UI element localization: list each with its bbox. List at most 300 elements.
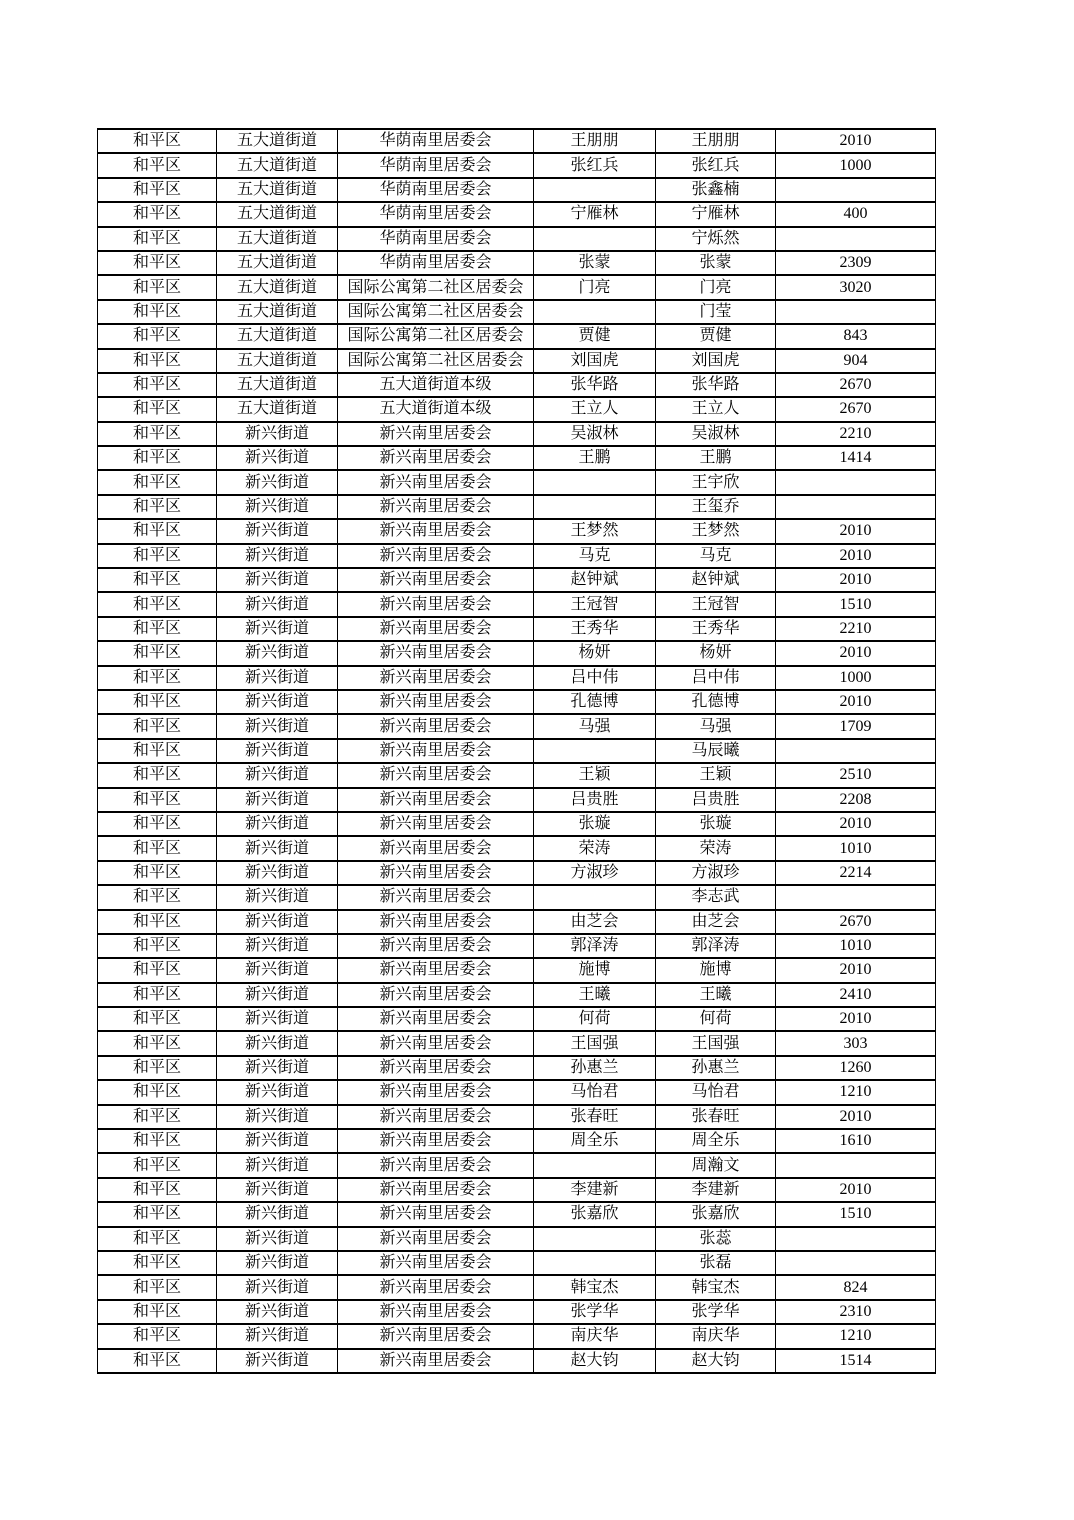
table-row	[98, 1031, 936, 1055]
table-cell: 五大道街道	[217, 153, 338, 177]
table-cell	[776, 178, 936, 202]
table-cell: 王曦	[656, 983, 776, 1007]
table-cell	[776, 739, 936, 763]
table-body	[98, 129, 936, 1373]
table-cell: 新兴街道	[217, 861, 338, 885]
table-cell: 2010	[776, 958, 936, 982]
table-cell: 张学华	[656, 1300, 776, 1324]
table-cell: 和平区	[98, 446, 217, 470]
table-cell	[534, 178, 656, 202]
table-cell: 2208	[776, 788, 936, 812]
table-row	[98, 910, 936, 934]
table-cell: 和平区	[98, 349, 217, 373]
table-cell: 贾健	[534, 324, 656, 348]
table-cell: 郭泽涛	[534, 934, 656, 958]
table-cell: 由芝会	[534, 910, 656, 934]
table-cell: 2010	[776, 129, 936, 153]
table-cell: 新兴街道	[217, 788, 338, 812]
table-cell: 五大道街道	[217, 178, 338, 202]
table-cell: 张鑫楠	[656, 178, 776, 202]
table-cell: 和平区	[98, 178, 217, 202]
table-cell: 门亮	[656, 275, 776, 299]
table-cell: 1210	[776, 1080, 936, 1104]
table-cell: 新兴南里居委会	[338, 422, 534, 446]
table-cell: 2010	[776, 544, 936, 568]
table-cell: 吕贵胜	[534, 788, 656, 812]
table-cell: 何荷	[656, 1007, 776, 1031]
table-cell: 和平区	[98, 1129, 217, 1153]
table-cell: 和平区	[98, 983, 217, 1007]
table-cell: 和平区	[98, 714, 217, 738]
table-cell: 824	[776, 1275, 936, 1299]
table-cell: 和平区	[98, 1251, 217, 1275]
table-cell: 韩宝杰	[656, 1275, 776, 1299]
table-cell: 和平区	[98, 544, 217, 568]
table-cell	[534, 1153, 656, 1177]
table-cell: 新兴街道	[217, 1153, 338, 1177]
table-cell: 五大道街道	[217, 251, 338, 275]
table-cell: 五大道街道	[217, 202, 338, 226]
table-row	[98, 129, 936, 153]
table-cell: 新兴南里居委会	[338, 470, 534, 494]
table-cell: 和平区	[98, 1275, 217, 1299]
table-cell: 吴淑林	[656, 422, 776, 446]
table-row	[98, 1202, 936, 1226]
table-cell: 新兴街道	[217, 544, 338, 568]
table-cell: 1510	[776, 1202, 936, 1226]
table-cell: 施博	[534, 958, 656, 982]
table-cell: 和平区	[98, 1031, 217, 1055]
table-row	[98, 349, 936, 373]
table-cell: 2670	[776, 373, 936, 397]
table-cell: 王玺乔	[656, 495, 776, 519]
table-cell: 新兴街道	[217, 1275, 338, 1299]
table-row	[98, 397, 936, 421]
table-row	[98, 836, 936, 860]
table-cell: 王曦	[534, 983, 656, 1007]
table-cell: 张红兵	[656, 153, 776, 177]
table-cell	[534, 1227, 656, 1251]
table-cell: 五大道街道	[217, 275, 338, 299]
table-cell: 2010	[776, 812, 936, 836]
table-cell: 3020	[776, 275, 936, 299]
table-cell: 1010	[776, 934, 936, 958]
table-row	[98, 422, 936, 446]
table-cell: 2010	[776, 641, 936, 665]
table-cell: 2410	[776, 983, 936, 1007]
table-cell: 新兴街道	[217, 1300, 338, 1324]
table-cell: 和平区	[98, 861, 217, 885]
table-row	[98, 1056, 936, 1080]
table-row	[98, 1324, 936, 1348]
table-row	[98, 1080, 936, 1104]
table-row	[98, 227, 936, 251]
table-cell: 国际公寓第二社区居委会	[338, 300, 534, 324]
table-cell: 张华路	[534, 373, 656, 397]
table-cell: 马克	[656, 544, 776, 568]
table-cell: 华荫南里居委会	[338, 129, 534, 153]
table-cell: 李建新	[656, 1178, 776, 1202]
table-cell: 和平区	[98, 592, 217, 616]
table-cell	[534, 227, 656, 251]
table-cell: 新兴街道	[217, 1080, 338, 1104]
table-cell: 新兴街道	[217, 812, 338, 836]
table-cell: 王立人	[656, 397, 776, 421]
table-row	[98, 251, 936, 275]
table-cell: 张蒙	[656, 251, 776, 275]
table-row	[98, 153, 936, 177]
table-cell: 王秀华	[656, 617, 776, 641]
table-cell: 和平区	[98, 1227, 217, 1251]
table-row	[98, 885, 936, 909]
table-cell: 何荷	[534, 1007, 656, 1031]
table-row	[98, 178, 936, 202]
table-cell: 和平区	[98, 153, 217, 177]
table-cell: 和平区	[98, 641, 217, 665]
table-cell: 张华路	[656, 373, 776, 397]
table-cell: 新兴街道	[217, 1349, 338, 1373]
table-cell: 和平区	[98, 910, 217, 934]
table-cell: 马强	[656, 714, 776, 738]
table-cell: 和平区	[98, 275, 217, 299]
table-cell	[776, 300, 936, 324]
table-cell	[776, 1227, 936, 1251]
table-cell: 新兴南里居委会	[338, 1202, 534, 1226]
table-cell: 新兴南里居委会	[338, 861, 534, 885]
table-cell: 和平区	[98, 1056, 217, 1080]
table-row	[98, 714, 936, 738]
table-cell: 和平区	[98, 1202, 217, 1226]
table-cell	[534, 739, 656, 763]
table-row	[98, 690, 936, 714]
table-cell: 和平区	[98, 934, 217, 958]
table-cell: 贾健	[656, 324, 776, 348]
table-cell: 和平区	[98, 836, 217, 860]
table-cell: 和平区	[98, 1105, 217, 1129]
table-cell: 南庆华	[534, 1324, 656, 1348]
table-cell	[776, 495, 936, 519]
table-row	[98, 470, 936, 494]
table-cell	[776, 885, 936, 909]
table-cell: 张璇	[534, 812, 656, 836]
table-cell: 新兴南里居委会	[338, 544, 534, 568]
table-row	[98, 1007, 936, 1031]
table-cell: 马克	[534, 544, 656, 568]
table-cell: 新兴街道	[217, 885, 338, 909]
table-cell	[534, 470, 656, 494]
table-cell: 五大道街道	[217, 397, 338, 421]
table-cell: 和平区	[98, 227, 217, 251]
table-row	[98, 1129, 936, 1153]
table-cell: 宁雁林	[534, 202, 656, 226]
table-cell	[776, 1153, 936, 1177]
table-cell: 和平区	[98, 373, 217, 397]
table-row	[98, 617, 936, 641]
table-row	[98, 324, 936, 348]
table-cell: 和平区	[98, 739, 217, 763]
table-cell: 华荫南里居委会	[338, 153, 534, 177]
table-cell: 和平区	[98, 763, 217, 787]
table-cell: 王梦然	[656, 519, 776, 543]
table-cell: 新兴街道	[217, 666, 338, 690]
table-row	[98, 1251, 936, 1275]
table-cell: 荣涛	[534, 836, 656, 860]
table-cell: 赵钟斌	[656, 568, 776, 592]
table-cell: 新兴南里居委会	[338, 1349, 534, 1373]
table-cell: 2210	[776, 617, 936, 641]
table-cell: 新兴街道	[217, 1007, 338, 1031]
table-cell: 2310	[776, 1300, 936, 1324]
table-cell: 2010	[776, 1007, 936, 1031]
table-cell: 刘国虎	[534, 349, 656, 373]
table-cell: 843	[776, 324, 936, 348]
table-row	[98, 739, 936, 763]
table-row	[98, 812, 936, 836]
table-cell: 华荫南里居委会	[338, 227, 534, 251]
table-cell: 2010	[776, 1105, 936, 1129]
table-cell: 和平区	[98, 470, 217, 494]
table-cell: 南庆华	[656, 1324, 776, 1348]
table-cell: 施博	[656, 958, 776, 982]
table-cell: 和平区	[98, 958, 217, 982]
table-cell: 新兴南里居委会	[338, 1324, 534, 1348]
table-cell: 2309	[776, 251, 936, 275]
table-cell: 华荫南里居委会	[338, 178, 534, 202]
table-row	[98, 300, 936, 324]
table-cell: 吕贵胜	[656, 788, 776, 812]
table-cell: 2010	[776, 519, 936, 543]
table-cell: 1000	[776, 666, 936, 690]
table-cell: 2010	[776, 568, 936, 592]
table-cell: 2010	[776, 1178, 936, 1202]
table-cell: 新兴街道	[217, 495, 338, 519]
table-cell	[534, 1251, 656, 1275]
table-cell: 华荫南里居委会	[338, 251, 534, 275]
table-row	[98, 763, 936, 787]
table-cell: 和平区	[98, 251, 217, 275]
table-cell: 新兴街道	[217, 934, 338, 958]
table-cell: 王颖	[534, 763, 656, 787]
table-cell: 马怡君	[656, 1080, 776, 1104]
table-cell: 和平区	[98, 1007, 217, 1031]
table-cell: 赵大钧	[534, 1349, 656, 1373]
table-cell: 王秀华	[534, 617, 656, 641]
table-cell: 郭泽涛	[656, 934, 776, 958]
table-cell: 张磊	[656, 1251, 776, 1275]
table-cell: 1610	[776, 1129, 936, 1153]
table-row	[98, 934, 936, 958]
table-cell: 张嘉欣	[656, 1202, 776, 1226]
table-cell: 新兴南里居委会	[338, 1275, 534, 1299]
table-cell: 新兴南里居委会	[338, 568, 534, 592]
table-cell: 五大道街道	[217, 227, 338, 251]
table-cell: 杨妍	[656, 641, 776, 665]
table-cell: 新兴街道	[217, 1202, 338, 1226]
table-cell: 新兴南里居委会	[338, 1178, 534, 1202]
table-row	[98, 1153, 936, 1177]
table-cell: 新兴街道	[217, 568, 338, 592]
table-cell: 新兴南里居委会	[338, 714, 534, 738]
table-cell: 王颖	[656, 763, 776, 787]
table-row	[98, 495, 936, 519]
table-cell: 五大道街道	[217, 300, 338, 324]
table-cell: 马辰曦	[656, 739, 776, 763]
table-cell: 新兴街道	[217, 470, 338, 494]
table-cell: 韩宝杰	[534, 1275, 656, 1299]
data-table	[97, 128, 936, 1374]
table-cell: 和平区	[98, 1153, 217, 1177]
table-cell: 国际公寓第二社区居委会	[338, 275, 534, 299]
table-cell: 和平区	[98, 300, 217, 324]
table-cell: 和平区	[98, 397, 217, 421]
table-cell: 新兴街道	[217, 739, 338, 763]
table-cell: 400	[776, 202, 936, 226]
table-cell: 新兴南里居委会	[338, 836, 534, 860]
table-cell: 荣涛	[656, 836, 776, 860]
table-cell: 新兴南里居委会	[338, 1129, 534, 1153]
table-cell: 和平区	[98, 202, 217, 226]
table-cell: 新兴南里居委会	[338, 1007, 534, 1031]
table-row	[98, 568, 936, 592]
table-cell: 新兴南里居委会	[338, 812, 534, 836]
table-cell: 1414	[776, 446, 936, 470]
table-cell: 张学华	[534, 1300, 656, 1324]
table-row	[98, 1227, 936, 1251]
table-cell: 新兴南里居委会	[338, 739, 534, 763]
table-cell: 孙惠兰	[656, 1056, 776, 1080]
table-cell: 新兴街道	[217, 1178, 338, 1202]
table-cell: 孔德博	[656, 690, 776, 714]
table-cell: 李志武	[656, 885, 776, 909]
table-row	[98, 958, 936, 982]
table-cell	[534, 885, 656, 909]
table-cell: 赵钟斌	[534, 568, 656, 592]
table-cell: 和平区	[98, 1300, 217, 1324]
table-cell: 和平区	[98, 885, 217, 909]
table-cell: 新兴街道	[217, 690, 338, 714]
table-cell: 由芝会	[656, 910, 776, 934]
table-cell: 王国强	[656, 1031, 776, 1055]
table-cell	[776, 227, 936, 251]
table-cell: 新兴南里居委会	[338, 641, 534, 665]
table-cell: 新兴街道	[217, 836, 338, 860]
table-cell: 孙惠兰	[534, 1056, 656, 1080]
table-cell: 和平区	[98, 1080, 217, 1104]
table-cell: 周全乐	[534, 1129, 656, 1153]
table-cell: 和平区	[98, 1324, 217, 1348]
table-cell: 新兴街道	[217, 422, 338, 446]
table-cell: 新兴南里居委会	[338, 592, 534, 616]
table-cell: 2670	[776, 397, 936, 421]
table-row	[98, 1105, 936, 1129]
table-row	[98, 861, 936, 885]
table-cell: 张嘉欣	[534, 1202, 656, 1226]
table-row	[98, 1178, 936, 1202]
table-row	[98, 1300, 936, 1324]
table-cell: 吕中伟	[534, 666, 656, 690]
table-cell: 新兴街道	[217, 1227, 338, 1251]
table-row	[98, 666, 936, 690]
table-cell: 新兴南里居委会	[338, 1227, 534, 1251]
table-cell: 王梦然	[534, 519, 656, 543]
table-cell: 2210	[776, 422, 936, 446]
table-cell: 王冠智	[534, 592, 656, 616]
table-cell: 新兴南里居委会	[338, 1105, 534, 1129]
table-cell: 新兴南里居委会	[338, 983, 534, 1007]
table-cell: 2670	[776, 910, 936, 934]
table-cell: 宁烁然	[656, 227, 776, 251]
table-cell: 新兴南里居委会	[338, 788, 534, 812]
table-cell: 张璇	[656, 812, 776, 836]
table-cell: 刘国虎	[656, 349, 776, 373]
table-row	[98, 983, 936, 1007]
table-cell: 2010	[776, 690, 936, 714]
table-row	[98, 519, 936, 543]
table-cell: 五大道街道本级	[338, 373, 534, 397]
table-cell: 和平区	[98, 812, 217, 836]
table-cell: 和平区	[98, 519, 217, 543]
table-cell	[534, 300, 656, 324]
table-cell: 和平区	[98, 1178, 217, 1202]
table-cell: 五大道街道	[217, 324, 338, 348]
table-cell: 五大道街道本级	[338, 397, 534, 421]
table-cell: 赵大钧	[656, 1349, 776, 1373]
table-cell: 华荫南里居委会	[338, 202, 534, 226]
table-row	[98, 275, 936, 299]
table-cell: 新兴南里居委会	[338, 1080, 534, 1104]
table-cell: 张春旺	[656, 1105, 776, 1129]
table-cell: 1210	[776, 1324, 936, 1348]
table-cell: 新兴街道	[217, 617, 338, 641]
table-cell: 周瀚文	[656, 1153, 776, 1177]
table-cell: 马强	[534, 714, 656, 738]
table-cell: 新兴南里居委会	[338, 763, 534, 787]
table-cell: 宁雁林	[656, 202, 776, 226]
table-cell: 新兴街道	[217, 592, 338, 616]
table-cell: 新兴南里居委会	[338, 958, 534, 982]
table-cell: 新兴街道	[217, 714, 338, 738]
table-cell: 和平区	[98, 666, 217, 690]
table-cell	[776, 470, 936, 494]
table-cell: 孔德博	[534, 690, 656, 714]
table-cell: 新兴街道	[217, 1056, 338, 1080]
table-cell: 五大道街道	[217, 349, 338, 373]
table-cell: 方淑珍	[534, 861, 656, 885]
table-cell: 国际公寓第二社区居委会	[338, 349, 534, 373]
table-cell: 新兴街道	[217, 910, 338, 934]
table-cell: 新兴南里居委会	[338, 446, 534, 470]
table-row	[98, 641, 936, 665]
table-cell: 1000	[776, 153, 936, 177]
table-cell: 王鹏	[534, 446, 656, 470]
table-cell: 新兴南里居委会	[338, 519, 534, 543]
table-cell: 新兴街道	[217, 1129, 338, 1153]
table-cell: 新兴南里居委会	[338, 1153, 534, 1177]
table-cell: 新兴南里居委会	[338, 617, 534, 641]
table-cell: 2510	[776, 763, 936, 787]
table-cell	[534, 495, 656, 519]
table-cell: 国际公寓第二社区居委会	[338, 324, 534, 348]
table-cell: 新兴街道	[217, 446, 338, 470]
table-row	[98, 373, 936, 397]
table-cell: 新兴街道	[217, 641, 338, 665]
table-cell: 新兴南里居委会	[338, 690, 534, 714]
table-cell: 1709	[776, 714, 936, 738]
table-row	[98, 1349, 936, 1373]
table-cell: 1010	[776, 836, 936, 860]
table-cell: 王宇欣	[656, 470, 776, 494]
table-cell: 和平区	[98, 1349, 217, 1373]
